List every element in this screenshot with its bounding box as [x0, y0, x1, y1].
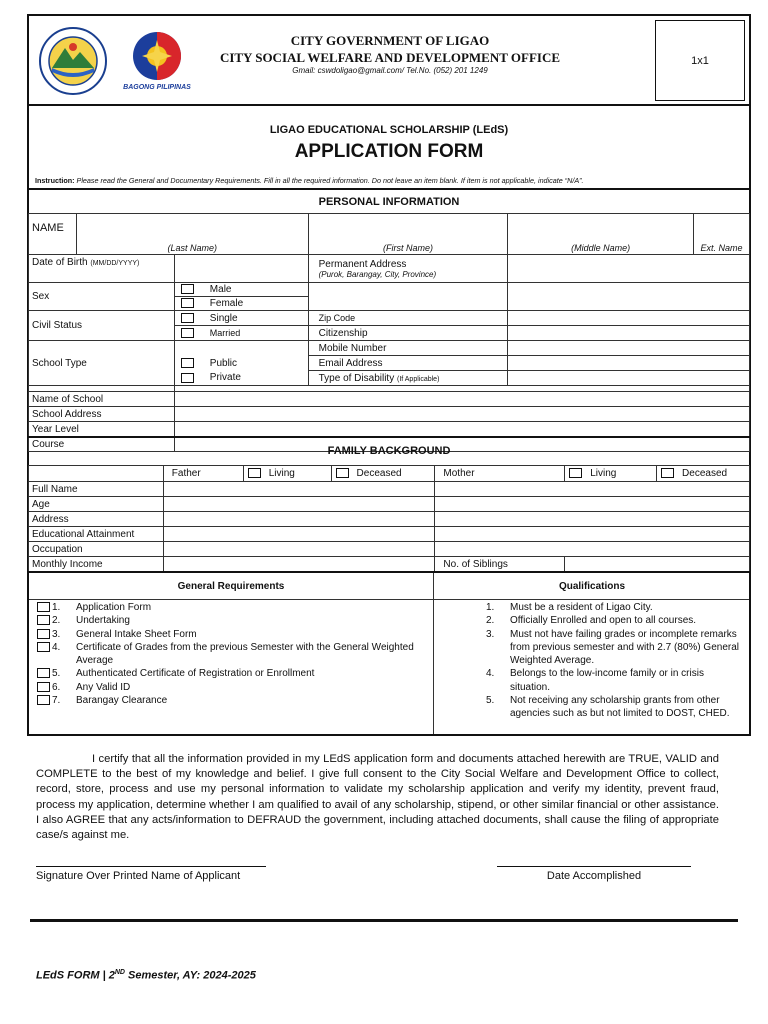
permanent-address-field[interactable] [508, 255, 750, 283]
personal-info-table [28, 213, 750, 452]
mother-label: Mother [435, 466, 565, 482]
requirements-qualifications-divider [433, 573, 434, 734]
sex-label: Sex [29, 283, 175, 311]
year-level-label: Year Level [29, 422, 175, 437]
permanent-address-label: Permanent Address (Purok, Barangay, City, Province) [308, 255, 508, 283]
mobile-label: Mobile Number [308, 341, 508, 356]
married-checkbox[interactable] [181, 328, 194, 338]
mother-deceased-option[interactable]: Deceased [657, 466, 750, 482]
father-living-option[interactable]: Living [243, 466, 331, 482]
last-name-caption: (Last Name) [76, 242, 308, 255]
siblings-field[interactable] [565, 557, 750, 572]
father-living-checkbox[interactable] [248, 468, 261, 478]
zip-label: Zip Code [308, 311, 508, 326]
instruction-label: Instruction: [35, 176, 75, 185]
qualification-item: 2. Officially Enrolled and open to all courses. [486, 615, 697, 627]
program-title: LIGAO EDUCATIONAL SCHOLARSHIP (LEdS) [269, 124, 509, 136]
father-education-field[interactable] [163, 527, 435, 542]
dob-field[interactable] [174, 255, 308, 283]
mobile-field[interactable] [508, 341, 750, 356]
footer-form-label: LEdS FORM | 2ND Semester, AY: 2024-2025 [36, 969, 256, 982]
permanent-address-caption: (Purok, Barangay, City, Province) [318, 269, 437, 279]
mother-education-field[interactable] [435, 527, 750, 542]
family-row [29, 482, 750, 497]
qualification-item: 1. Must be a resident of Ligao City. [486, 602, 653, 613]
female-option[interactable]: Female [174, 297, 308, 311]
date-accomplished-line[interactable] [497, 866, 691, 867]
applicant-signature-label: Signature Over Printed Name of Applicant [36, 870, 241, 882]
mother-deceased-checkbox[interactable] [661, 468, 674, 478]
dob-format: (MM/DD/YYYY) [90, 260, 140, 267]
disability-label: Type of Disability (If Applicable) [308, 371, 508, 386]
requirement-checkbox[interactable] [37, 668, 50, 678]
qualification-item: 4. Belongs to the low-income family or in crisis situation. [486, 668, 704, 693]
personal-top-divider [27, 188, 751, 190]
office-title: CITY SOCIAL WELFARE AND DEVELOPMENT OFFICE [219, 50, 561, 65]
family-top-divider [27, 436, 751, 438]
male-option[interactable]: Male [174, 283, 308, 297]
family-table [28, 465, 750, 572]
mother-living-option[interactable]: Living [565, 466, 657, 482]
family-row [29, 512, 750, 527]
family-row [29, 557, 750, 572]
photo-size-label: 1x1 [691, 55, 709, 67]
requirement-checkbox[interactable] [37, 629, 50, 639]
requirement-checkbox[interactable] [37, 615, 50, 625]
father-deceased-option[interactable]: Deceased [331, 466, 435, 482]
single-option[interactable]: Single [174, 311, 308, 326]
last-name-field[interactable] [76, 214, 308, 242]
family-background-heading: FAMILY BACKGROUND [327, 445, 451, 457]
requirement-checkbox[interactable] [37, 695, 50, 705]
personal-info-heading: PERSONAL INFORMATION [318, 196, 460, 208]
female-checkbox[interactable] [181, 298, 194, 308]
private-checkbox[interactable] [181, 373, 194, 383]
requirement-checkbox[interactable] [37, 602, 50, 612]
bagong-pilipinas-label: BAGONG PILIPINAS [123, 84, 191, 91]
middle-name-caption: (Middle Name) [508, 242, 694, 255]
requirement-checkbox[interactable] [37, 682, 50, 692]
instruction-text [35, 176, 747, 185]
requirement-item: 3. General Intake Sheet Form [37, 628, 429, 641]
requirement-item: 1. Application Form [37, 601, 429, 614]
father-age-field[interactable] [163, 497, 435, 512]
monthly-income-field[interactable] [163, 557, 435, 572]
requirement-item: 5. Authenticated Certificate of Registration or Enrollment [37, 667, 429, 680]
applicant-signature-line[interactable] [36, 866, 266, 867]
single-checkbox[interactable] [181, 313, 194, 323]
citizenship-field[interactable] [508, 326, 750, 341]
school-address-label: School Address [29, 407, 175, 422]
requirements-list [37, 601, 429, 707]
family-row-label: Full Name [29, 482, 164, 497]
family-row-label: Address [29, 512, 164, 527]
school-type-label: School Type [29, 341, 175, 386]
civil-status-label: Civil Status [29, 311, 175, 341]
private-option[interactable]: Private [174, 371, 308, 386]
zip-field[interactable] [508, 311, 750, 326]
first-name-caption: (First Name) [308, 242, 508, 255]
father-occupation-field[interactable] [163, 542, 435, 557]
male-checkbox[interactable] [181, 284, 194, 294]
father-deceased-checkbox[interactable] [336, 468, 349, 478]
mother-living-checkbox[interactable] [569, 468, 582, 478]
family-row-label: Occupation [29, 542, 164, 557]
requirement-item: 4. Certificate of Grades from the previous Semester with the General Weighted Average [37, 641, 429, 668]
mother-full-name-field[interactable] [435, 482, 750, 497]
middle-name-field[interactable] [508, 214, 694, 242]
dob-label: Date of Birth (MM/DD/YYYY) [29, 255, 175, 283]
qualification-item: 5. Not receiving any scholarship grants from other agencies such as but not limited to DOST, CHED. [486, 695, 730, 720]
instruction-body: Please read the General and Documentary Requirements. Fill in all the required information. Do not leave an item blank. If item is not applicable, indicate “N/A”. [74, 176, 584, 185]
email-field[interactable] [508, 356, 750, 371]
name-label: NAME [29, 214, 77, 242]
family-header-row [29, 466, 750, 482]
school-name-field[interactable] [174, 392, 749, 407]
ext-name-caption: Ext. Name [694, 242, 750, 255]
requirements-heading-line [29, 599, 749, 600]
bagong-pilipinas-logo [116, 26, 198, 96]
married-option[interactable]: Married [174, 326, 308, 341]
year-level-field[interactable] [174, 422, 749, 437]
photo-box [655, 20, 745, 101]
requirement-item: 7. Barangay Clearance [37, 694, 429, 707]
disability-caption: (If Applicable) [396, 375, 440, 383]
requirement-item: 2. Undertaking [37, 614, 429, 627]
school-address-field[interactable] [174, 407, 749, 422]
mother-occupation-field[interactable] [435, 542, 750, 557]
public-option[interactable]: Public [174, 356, 308, 371]
family-row [29, 497, 750, 512]
footer-rule [30, 919, 738, 922]
address-continued[interactable] [308, 283, 508, 311]
certification-text: I certify that all the information provided in my LEdS application form and documents attached herewith are TRUE, VALID and COMPLETE to the best of my knowledge and belief. I give full consent to the City Social Welfare and Development Office to collect, record, store, process and use my personal information to validate my scholarship application and verify my identity, prevent fraud, process my application, determine whether I am qualified to avail of any scholarship, stipend, or other similar financial or other assistance. I also AGREE that any acts/information to DEFRAUD the government, including attached documents, shall cause the filing of appropriate case/s against me. [36, 753, 719, 842]
header-divider [27, 104, 751, 106]
requirements-top-divider [27, 571, 751, 573]
date-accomplished-label: Date Accomplished [546, 870, 642, 882]
qualifications-heading: Qualifications [558, 581, 626, 592]
email-label: Email Address [308, 356, 508, 371]
course-label: Course [29, 437, 175, 452]
family-row-label: Age [29, 497, 164, 512]
public-checkbox[interactable] [181, 358, 194, 368]
disability-field[interactable] [508, 371, 750, 386]
ext-name-field[interactable] [694, 214, 750, 242]
mother-address-field[interactable] [435, 512, 750, 527]
father-label: Father [163, 466, 243, 482]
first-name-field[interactable] [308, 214, 508, 242]
requirement-checkbox[interactable] [37, 642, 50, 652]
father-address-field[interactable] [163, 512, 435, 527]
gov-title: CITY GOVERNMENT OF LIGAO [290, 33, 490, 48]
family-row-label: Monthly Income [29, 557, 164, 572]
family-row [29, 527, 750, 542]
family-row-label: Educational Attainment [29, 527, 164, 542]
general-requirements-heading: General Requirements [177, 581, 285, 592]
qualifications-list [486, 601, 746, 721]
form-title: APPLICATION FORM [294, 141, 484, 162]
school-name-label: Name of School [29, 392, 175, 407]
siblings-label: No. of Siblings [435, 557, 565, 572]
requirement-item: 6. Any Valid ID [37, 681, 429, 694]
city-seal-logo [38, 26, 108, 96]
family-row [29, 542, 750, 557]
citizenship-label: Citizenship [308, 326, 508, 341]
mother-age-field[interactable] [435, 497, 750, 512]
contact-info: Gmail: cswdoligao@gmail.com/ Tel.No. (052) 201 1249 [292, 66, 488, 75]
father-full-name-field[interactable] [163, 482, 435, 497]
qualification-item: 3. Must not have failing grades or incomplete remarks from previous semester and with 2.7 (80%) General Weighted Average. [486, 628, 739, 667]
